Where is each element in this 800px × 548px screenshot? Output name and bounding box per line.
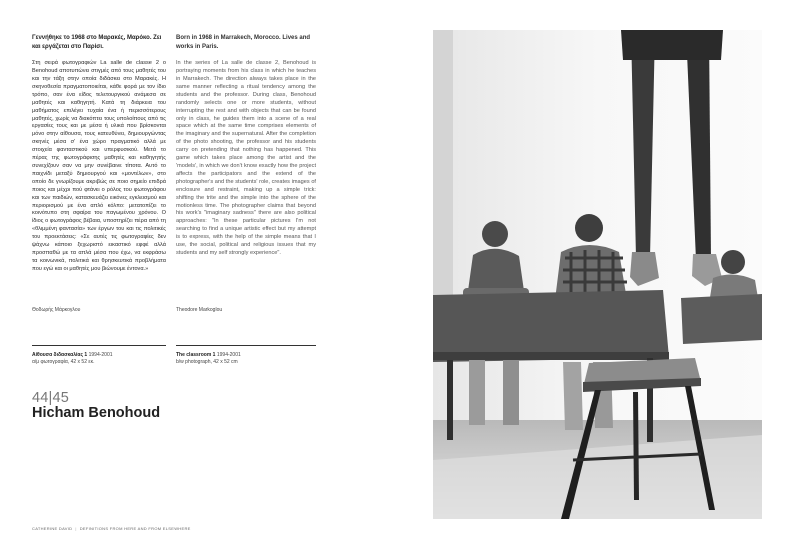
greek-body-text: Στη σειρά φωτογραφιών La salle de classe 2 ο Benohoud αποτυπώνει στιγμές από τους μαθητές του και την τάξη στην οποία διδάσκει στο Μαρακές. Η σκηνοθεσία πραγματοποιείται, κάθε φορά με τον ίδιο τρόπο, σαν ένα είδος τελετουργικού ανάμεσα σε μαθητές και καθηγητή. Κατά τη διάρκεια του μαθήματος επιλέγει τυχαία ένα ή περισσότερους μαθητές, χωρίς να διακόπτει τους υπολοίπους από τις εργασίες τους και με μέσα ή υλικά που βρίσκονται μόνο στην αίθουσα, τους κατευθύνει, δημιουργώντας σκηνές μέσα σ' ένα χώρο πραγματικό αλλά με στοιχεία φανταστικού και υπερφυσικού. Μετά το πέρας της φωτογράφισης μαθητές και καθηγητής συνεχίζουν σαν να μην συνέβαινε τίποτα. Αυτό το παιχνίδι μεταξύ δημιουργού και «μοντέλων», στο οποίο δε γνωρίζουμε ακριβώς σε ποιο σημείο επιδρά ποιος και μέχρι πού φτάνει ο ρόλος του φωτογράφου και των παιδιών, κατασκευάζει εικόνες εγκλεισμού και περιορισμού με ένα απλό κόλπο: μετατοπίζει το κοινότυπο στη σφαίρα του παγωμένου χρόνου. Ο ίδιος ο φωτογράφος βέβαια, υποστηρίζει πέρα από τη «θλιμμένη φαντασία» των έργων του και τις πολιτικές του προεκτάσεις: «Σε αυτές τις φωτογραφίες δεν ψάχνω κάποιο ξεχωριστό εικαστικό εφφέ αλλά προσπαθώ με τα απλά μέσα που έχω, να εκφράσω τα κοινωνικά, πολιτικά και θρησκευτικά προβλήματα που εγώ και οι μαθητές μου βιώνουμε έντονα.» <box>32 60 166 272</box>
greek-author-signature: Θοδωρής Μάρκογλου <box>32 307 81 313</box>
footer-curator: CATHERINE DAVID <box>32 526 73 531</box>
greek-caption-medium: α/μ φωτογραφία, 42 x 52 εκ. <box>32 359 95 366</box>
footer-separator: | <box>75 526 77 531</box>
greek-caption-title: Αίθουσα διδασκαλίας 1 <box>32 352 88 358</box>
english-caption-year: 1994-2001 <box>216 352 241 358</box>
english-caption-divider <box>176 345 316 346</box>
english-artwork-caption <box>176 352 316 366</box>
english-body-text: In the series of La salle de classe 2, Benohoud is portraying moments from his class in which he teaches in Marrakech. The direction always takes place in the same manner reflecting a ritual tendency among the students and the professor. During class, Benohoud randomly selects one or more students, without interrupting the rest and with objects that can be found only in class, he guides them into a scene of a real space which at the same time comprises elements of the imaginary and the supernatural. After the completion of the photo shooting, the professor and his students carry on pretending that nothing has happened. This game which takes place among the artist and the 'models', in which we don't know exactly how the project affects the participators and the extend of the photographer's and the students' role, creates images of enclosure and restraint, making up a simple trick: shifting the trite and the simple into the sphere of the motionless time. The photographer claims that beyond his work's "imaginary sadness" there are also political approaches: "In these particular pictures I'm not searching to find a unique artistic effect but my attempt is to express, with the help of the simple means that I use, the social, political and religious issues that my students and my self strongly experience". <box>176 60 316 256</box>
classroom-photograph <box>433 30 762 519</box>
english-caption-medium: b/w photograph, 42 x 52 cm <box>176 359 238 366</box>
footer-exhibition-title: DEFINITIONS FROM HERE AND FROM ELSEWHERE <box>79 526 191 531</box>
artist-name: Hicham Benohoud <box>32 405 161 421</box>
greek-artwork-caption <box>32 352 166 366</box>
greek-caption-divider <box>32 345 166 346</box>
english-text-column <box>176 34 316 258</box>
greek-text-column <box>32 34 166 274</box>
page-numbers: 44|45 <box>32 390 70 406</box>
page-footer <box>32 526 191 531</box>
greek-bio-heading: Γεννήθηκε το 1968 στο Μαρακές, Μαρόκο. Ζει και εργάζεται στο Παρίσι. <box>32 35 162 50</box>
english-caption-title: The classroom 1 <box>176 352 216 358</box>
english-author-signature: Theodore Markoglou <box>176 307 223 313</box>
english-bio-heading: Born in 1968 in Marrakech, Morocco. Lives and works in Paris. <box>176 35 311 50</box>
greek-caption-year: 1994-2001 <box>88 352 113 358</box>
